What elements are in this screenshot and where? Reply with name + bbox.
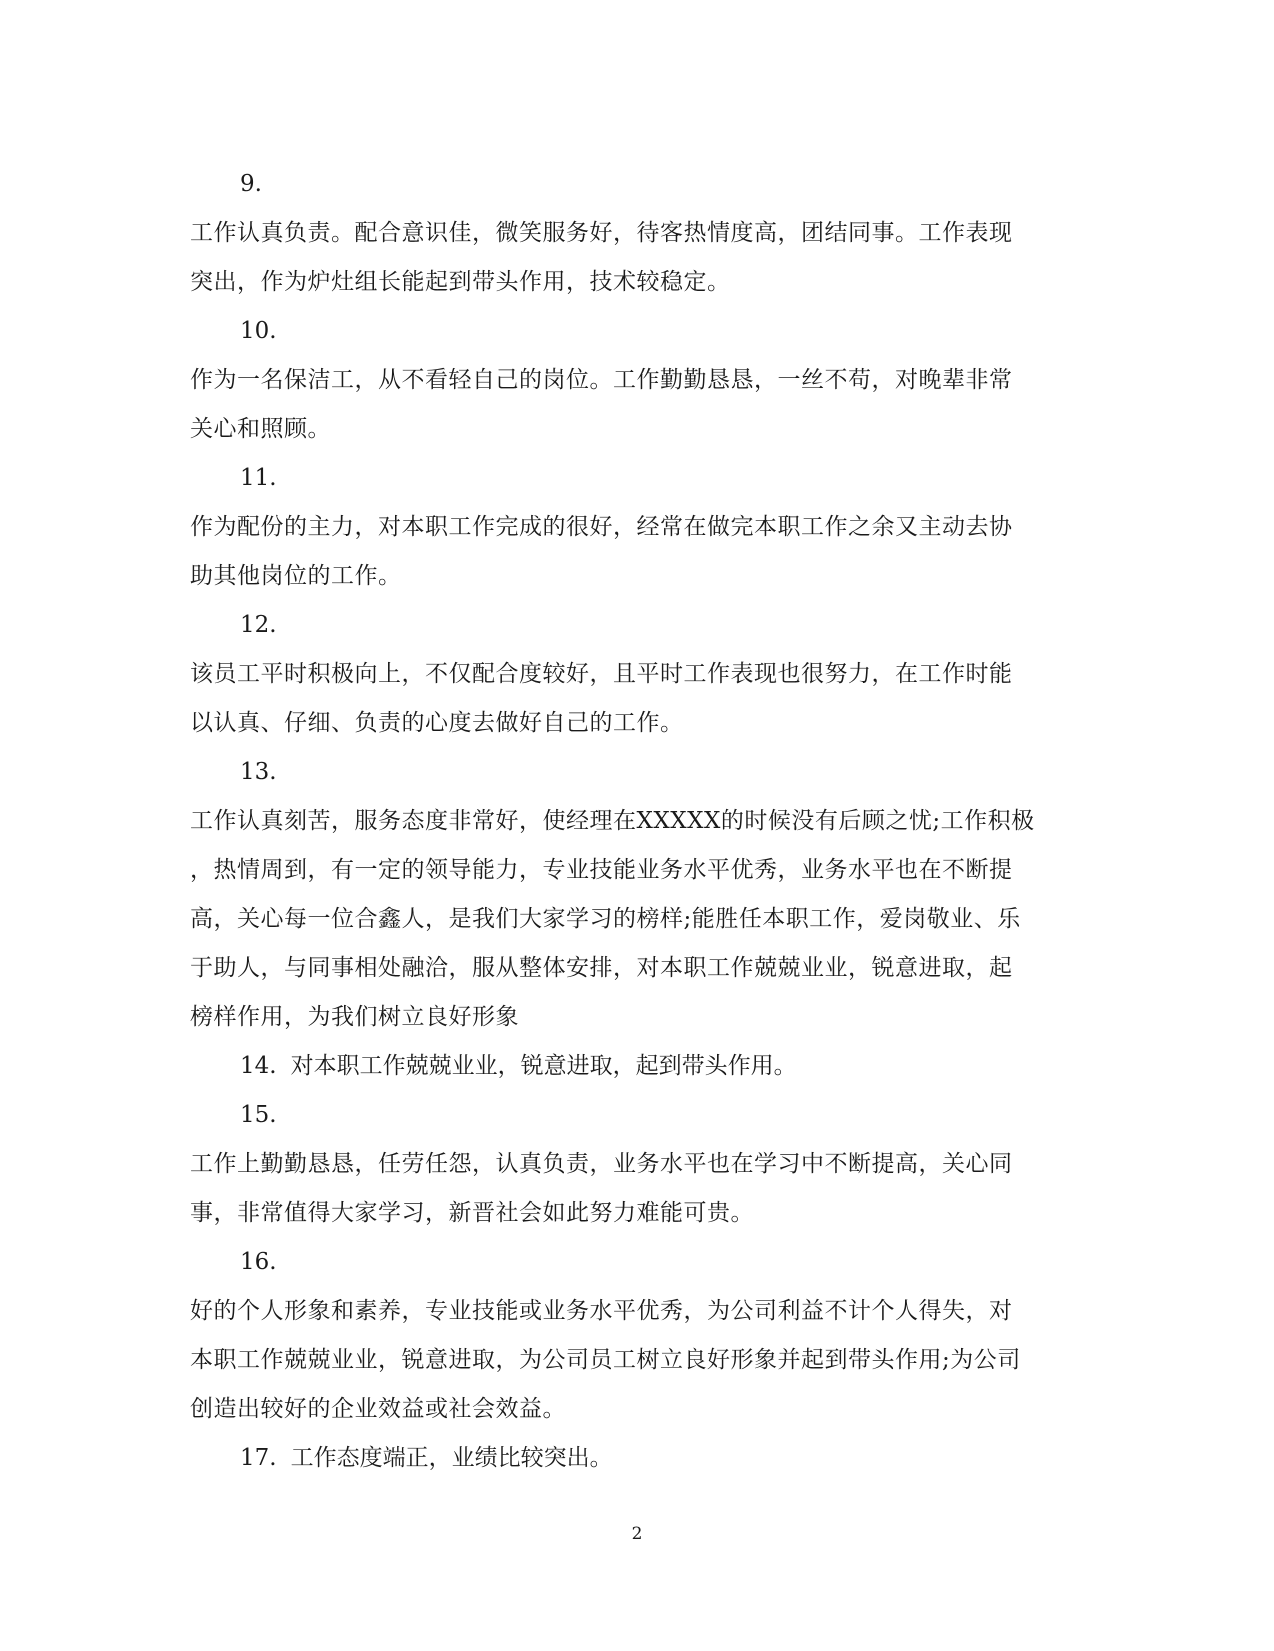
entry-number: 12.	[240, 612, 277, 638]
entry-line: 以认真、仔细、负责的心度去做好自己的工作。	[190, 710, 684, 736]
entry-line: 创造出较好的企业效益或社会效益。	[190, 1396, 566, 1422]
entry-line: 对本职工作兢兢业业，锐意进取，起到带头作用。	[290, 1053, 797, 1079]
entry-line: 关心和照顾。	[190, 416, 331, 442]
entry-line: 于助人，与同事相处融洽，服从整体安排，对本职工作兢兢业业，锐意进取，起	[190, 955, 1013, 981]
entry-text	[190, 503, 1070, 601]
entry-number: 11.	[240, 465, 277, 491]
entry-text	[190, 209, 1070, 307]
entry-line: 助其他岗位的工作。	[190, 563, 402, 589]
entry-line: 工作上勤勤恳恳，任劳任怨，认真负责，业务水平也在学习中不断提高，关心同	[190, 1151, 1013, 1177]
entry-text	[190, 356, 1070, 454]
entry-number: 13.	[240, 759, 277, 785]
entry-line: 事，非常值得大家学习，新晋社会如此努力难能可贵。	[190, 1200, 754, 1226]
entry-line: 工作认真刻苦，服务态度非常好，使经理在XXXXX的时候没有后顾之忧;工作积极	[190, 808, 1035, 834]
entry-number: 15.	[240, 1102, 277, 1128]
entry-line: 榜样作用，为我们树立良好形象	[190, 1004, 519, 1030]
entry-line: 该员工平时积极向上，不仅配合度较好，且平时工作表现也很努力，在工作时能	[190, 661, 1013, 687]
entry-text	[190, 1140, 1070, 1238]
entry-line: ，热情周到，有一定的领导能力，专业技能业务水平优秀，业务水平也在不断提	[190, 857, 1013, 883]
entry-text	[190, 1287, 1070, 1434]
entry-number: 14.	[240, 1053, 277, 1079]
entry-line: 作为配份的主力，对本职工作完成的很好，经常在做完本职工作之余又主动去协	[190, 514, 1013, 540]
entry-line: 工作态度端正，业绩比较突出。	[290, 1445, 613, 1471]
entry-text	[190, 797, 1070, 1042]
entry-number: 10.	[240, 318, 277, 344]
page-number: 2	[631, 1524, 643, 1544]
entry-line: 本职工作兢兢业业，锐意进取，为公司员工树立良好形象并起到带头作用;为公司	[190, 1347, 1021, 1373]
entry-number: 16.	[240, 1249, 277, 1275]
document-content	[190, 160, 1070, 1483]
entry-inline	[190, 1434, 1070, 1483]
entry-inline	[190, 1042, 1070, 1091]
entry-line: 工作认真负责。配合意识佳，微笑服务好，待客热情度高，团结同事。工作表现	[190, 220, 1013, 246]
entry-line: 作为一名保洁工，从不看轻自己的岗位。工作勤勤恳恳，一丝不苟，对晚辈非常	[190, 367, 1013, 393]
entry-number: 17.	[240, 1445, 277, 1471]
entry-line: 好的个人形象和素养，专业技能或业务水平优秀，为公司利益不计个人得失，对	[190, 1298, 1013, 1324]
entry-text	[190, 650, 1070, 748]
entry-number: 9.	[240, 171, 262, 197]
entry-line: 突出，作为炉灶组长能起到带头作用，技术较稳定。	[190, 269, 731, 295]
entry-line: 高，关心每一位合鑫人，是我们大家学习的榜样;能胜任本职工作，爱岗敬业、乐	[190, 906, 1021, 932]
